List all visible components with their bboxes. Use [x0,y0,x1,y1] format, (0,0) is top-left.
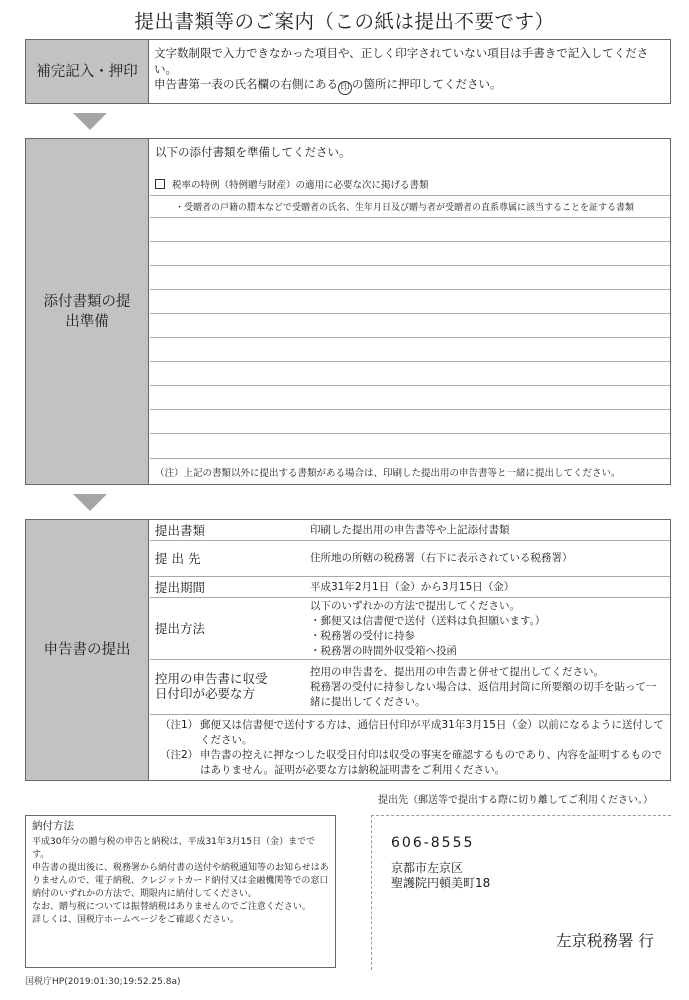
blank-line [150,265,670,266]
payment-paragraph: 詳しくは、国税庁ホームページをご確認ください。 [32,915,239,925]
blank-line [150,409,670,410]
supplement-line-1: 文字数制限で入力できなかった項目や、正しく印字されていない項目は手書きで記入してください。 [154,46,649,76]
down-arrow-icon [73,113,107,130]
cut-line-horizontal [371,815,671,816]
stamp-mark-icon: 印 [338,81,352,95]
blank-line [150,433,670,434]
tax-office-recipient: 左京税務署 行 [556,932,654,950]
section-attachments-heading: 添付書類の提出準備 [26,139,149,484]
payment-paragraph: 平成30年分の贈与税の申告と納税は、平成31年3月15日（金）までです。 [32,837,316,860]
destination-caption: 提出先（郵送等で提出する際に切り離してご利用ください。） [378,795,653,806]
section-attachments [25,138,671,485]
checkbox-label: 税率の特例（特例贈与財産）の適用に必要な次に掲げる書類 [172,180,429,191]
blank-line [150,385,670,386]
blank-line [150,241,670,242]
submission-row: 提 出 先 住所地の所轄の税務署（右下に表示されている税務署） [150,541,670,577]
submission-row: 提出期間 平成31年2月1日（金）から3月15日（金） [150,577,670,598]
blank-line [150,337,670,338]
cut-line-vertical [371,815,372,970]
section-supplement-heading: 補完記入・押印 [26,40,149,103]
attachments-intro: 以下の添付書類を準備してください。 [155,145,351,159]
divider [150,195,670,196]
tax-rate-special-checkbox-row[interactable] [155,177,429,191]
payment-paragraph: 申告書の提出後に、税務署から納付書の送付や納税通知等のお知らせはありませんので、電子納税、クレジットカード納付又は金融機関等での窓口納付のいずれかの方法で、期限内に納付してください。 [32,863,329,899]
payment-title: 納付方法 [32,820,74,832]
section-submission [25,519,671,781]
note-item: （注1） 郵便又は信書便で送付する方は、通信日付印が平成31年3月15日（金）以前になるように送付してください。 [160,719,664,746]
submission-row: 控用の申告書に収受 日付印が必要な方 控用の申告書を、提出用の申告書と併せて提出してください。 税務署の受付に持参しない場合は、返信用封筒に所要額の切手を貼って一緒に提出してください。 [150,660,670,715]
payment-method-box [25,815,336,968]
section-supplement-body [154,46,664,95]
blank-line [150,458,670,459]
submission-row: 提出書類 印刷した提出用の申告書等や上記添付書類 [150,520,670,541]
required-document-item: ・受贈者の戸籍の謄本などで受贈者の氏名、生年月日及び贈与者が受贈者の直系尊属に該当することを証する書類 [175,203,635,213]
blank-line [150,313,670,314]
attachments-note: （注）上記の書類以外に提出する書類がある場合は、印刷した提出用の申告書等と一緒に提出してください。 [155,468,621,479]
section-attachments-body [150,139,670,484]
supplement-line-2: 申告書第一表の氏名欄の右側にある 印 の箇所に押印してください。 [154,77,502,93]
blank-line [150,361,670,362]
postal-code: 606-8555 [391,835,475,851]
section-supplement [25,39,671,104]
address: 京都市左京区 聖護院円頓美町18 [391,861,491,890]
submission-row: 提出方法 以下のいずれかの方法で提出してください。 ・郵便又は信書便で送付（送料は負担願います。） ・税務署の受付に持参 ・税務署の時間外収受箱へ投函 [150,598,670,660]
footer-source: 国税庁HP(2019:01:30;19:52.25.8a) [25,977,181,987]
section-submission-heading: 申告書の提出 [26,520,149,780]
blank-line [150,217,670,218]
payment-paragraph: なお、贈与税については振替納税はありませんのでご注意ください。 [32,902,311,912]
blank-line [150,289,670,290]
submission-notes [160,718,664,778]
page-title: 提出書類等のご案内（この紙は提出不要です） [134,10,555,33]
section-submission-body [150,520,670,780]
note-item: （注2） 申告書の控えに押なつした収受日付印は収受の事実を確認するものであり、内容を証明するものではありません。証明が必要な方は納税証明書をご利用ください。 [160,749,662,776]
tax-rate-special-checkbox[interactable] [155,179,165,189]
down-arrow-icon [73,494,107,511]
